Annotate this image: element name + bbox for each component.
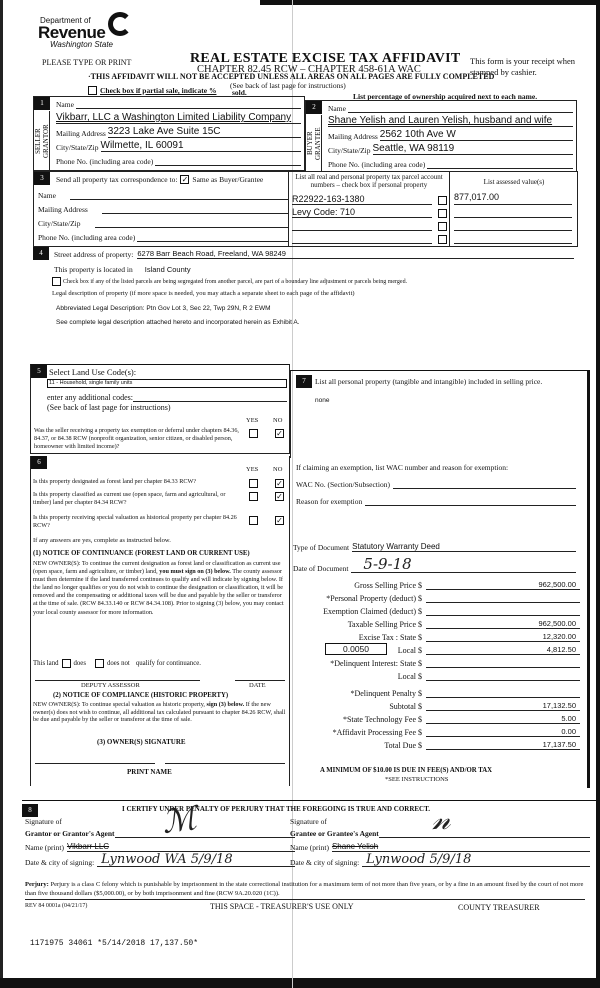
same-as-buyer-checkbox[interactable]: ✓ xyxy=(181,175,189,184)
corr-city-label: City/State/Zip xyxy=(38,219,81,228)
section-buyer xyxy=(305,100,577,172)
seller-mailing-field[interactable]: 3223 Lake Ave Suite 15C xyxy=(108,126,301,138)
yes-header: YES xyxy=(246,466,259,473)
scan-edge-bottom xyxy=(0,978,600,988)
exemption-label: If claiming an exemption, list WAC number and reason for exemption: xyxy=(296,463,509,472)
owner-signature-line-2[interactable] xyxy=(165,763,285,764)
assessed-value-1[interactable]: 877,017.00 xyxy=(454,192,572,205)
doc-date-label: Date of Document xyxy=(293,564,349,573)
list-percentage-note: List percentage of ownership acquired next to each name. xyxy=(353,92,538,101)
forest-land-question: Is this property designated as forest land per chapter 84.33 RCW? xyxy=(33,478,197,485)
does-not-label: does not xyxy=(106,660,130,667)
taxable-price-field[interactable]: 962,500.00 xyxy=(426,619,580,629)
delinquent-interest-state-label: *Delinquent Interest: State xyxy=(330,659,416,668)
grantor-sig-label1: Signature of xyxy=(25,817,62,826)
notice-compliance-title: (2) NOTICE OF COMPLIANCE (HISTORIC PROPERTY) xyxy=(53,692,229,699)
same-as-buyer-label: Same as Buyer/Grantee xyxy=(192,175,264,184)
minimum-due-note: A MINIMUM OF $10.00 IS DUE IN FEE(S) AND/OR TAX xyxy=(320,767,493,774)
partial-sale-row xyxy=(88,86,216,95)
section-number: 6 xyxy=(31,456,47,469)
section-number: 1 xyxy=(34,97,50,110)
section-number: 7 xyxy=(296,375,312,388)
personal-property-checkbox-4[interactable] xyxy=(438,235,447,244)
taxable-price-label: Taxable Selling Price xyxy=(347,620,416,629)
partial-sale-checkbox[interactable] xyxy=(88,86,97,95)
personal-property-value[interactable]: none xyxy=(315,397,330,404)
grantee-date-label: Date & city of signing: xyxy=(290,858,360,867)
grantor-signature-scribble-icon: ℳ xyxy=(159,798,199,842)
wac-label: WAC No. (Section/Subsection) xyxy=(296,480,390,489)
parcel-number-1[interactable]: R22922-163-1380 xyxy=(292,194,432,205)
section-forest-land xyxy=(30,456,290,786)
buyer-phone-label: Phone No. (including area code) xyxy=(328,160,426,169)
form-title: REAL ESTATE EXCISE TAX AFFIDAVIT xyxy=(190,51,461,66)
buyer-side-label: BUYER GRANTEE xyxy=(305,127,322,160)
buyer-name-field[interactable]: Shane Yelish and Lauren Yelish, husband and wife xyxy=(328,114,573,127)
exemption-deduct-label: Exemption Claimed (deduct) xyxy=(323,607,416,616)
personal-property-deduct-label: *Personal Property (deduct) xyxy=(326,594,416,603)
type-or-print: PLEASE TYPE OR PRINT xyxy=(42,58,132,67)
buyer-city-field[interactable]: Seattle, WA 98119 xyxy=(373,143,574,155)
date-label: DATE xyxy=(249,682,266,689)
perjury-notice: Perjury: Perjury is a class C felony which is punishable by imprisonment in the state correctional institution for a maximum term of not more than five years, or by a fine in an amount fixed by the court of not more than five thousand dollars ($5,000.00), or by both imprisonment and fine (RCW 9A.20.020 (1C)). xyxy=(25,880,585,900)
technology-fee-label: *State Technology Fee xyxy=(342,715,416,724)
segregated-checkbox[interactable] xyxy=(52,277,61,286)
grantee-signature-field[interactable] xyxy=(379,829,590,838)
forest-land-yes-checkbox[interactable] xyxy=(249,479,258,488)
delinquent-penalty-label: *Delinquent Penalty xyxy=(350,689,416,698)
excise-state-field[interactable]: 12,320.00 xyxy=(426,632,580,642)
grantor-sig-label2: Grantor or Grantor's Agent xyxy=(25,829,115,838)
doc-type-label: Type of Document xyxy=(293,543,350,552)
subtotal-label: Subtotal xyxy=(389,702,416,711)
exemption-yes-checkbox[interactable] xyxy=(249,429,258,438)
exemption-question: Was the seller receiving a property tax exemption or deferral under chapters 84.36, 84.37, or 84.38 RCW (nonprofit organization, senior citizen, or disabled person, homeowner with limited income)? xyxy=(34,427,239,450)
technology-fee-field[interactable]: 5.00 xyxy=(426,714,580,724)
reason-field[interactable] xyxy=(365,497,576,506)
gross-price-field[interactable]: 962,500.00 xyxy=(426,580,580,590)
buyer-phone-field[interactable] xyxy=(427,161,573,169)
total-due-label: Total Due xyxy=(384,741,416,750)
seller-phone-field[interactable] xyxy=(155,158,301,166)
land-use-label: Select Land Use Code(s): xyxy=(49,367,137,377)
qualify-label: qualify for continuance. xyxy=(135,660,201,667)
seller-phone-label: Phone No. (including area code) xyxy=(56,157,154,166)
seller-side-label: SELLER GRANTOR xyxy=(33,124,50,158)
section-number: 8 xyxy=(22,804,38,817)
print-name-label: PRINT NAME xyxy=(127,768,172,776)
processing-fee-label: *Affidavit Processing Fee xyxy=(332,728,416,737)
receipt-note: This form is your receipt when stamped by cashier. xyxy=(470,56,576,77)
total-due-field[interactable]: 17,137.50 xyxy=(426,740,580,750)
dor-logo-icon xyxy=(108,12,132,36)
grantee-sig-label1: Signature of xyxy=(290,817,327,826)
grantor-name-label: Name (print) xyxy=(25,843,64,852)
no-header: NO xyxy=(273,466,283,473)
assessor-date-line[interactable] xyxy=(235,680,285,681)
county-field[interactable]: Island County xyxy=(144,265,191,274)
notice-compliance-body: NEW OWNER(S): To continue special valuation as historic property, sign (3) below. If the new owner(s) does not wish to continue, all additional tax calculated pursuant to chapter 84.26 RCW, shall be due and payable by the seller or transferor at the time of sale. xyxy=(33,701,286,724)
section-number: 3 xyxy=(34,172,50,185)
personal-property-deduct-field[interactable] xyxy=(426,602,580,603)
section-tax-correspondence xyxy=(33,171,578,247)
current-use-no-checkbox[interactable]: ✓ xyxy=(276,492,283,501)
agency-name: Revenue xyxy=(38,23,106,42)
delinquent-interest-local-field[interactable] xyxy=(426,680,580,681)
buyer-name-label: Name xyxy=(328,104,346,113)
owner-signature-label: (3) OWNER(S) SIGNATURE xyxy=(97,738,186,746)
delinquent-interest-local-label: Local xyxy=(397,672,416,681)
street-address-label: Street address of property: xyxy=(54,250,134,259)
scan-edge-left xyxy=(0,0,3,988)
land-use-select[interactable]: 11 - Household, single family units xyxy=(47,379,287,388)
owner-signature-line-1[interactable] xyxy=(35,763,155,764)
section-number: 2 xyxy=(306,101,322,114)
seller-city-field[interactable]: Wilmette, IL 60091 xyxy=(101,140,302,152)
grantor-signature-field[interactable] xyxy=(115,829,295,838)
partial-sale-label: Check box if partial sale, indicate % xyxy=(100,86,217,95)
exemption-deduct-field[interactable] xyxy=(426,615,580,616)
personal-property-label: List all personal property (tangible and intangible) included in selling price. xyxy=(315,377,543,386)
exemption-no-checkbox[interactable]: ✓ xyxy=(276,429,283,438)
see-instructions-note: *SEE INSTRUCTIONS xyxy=(385,776,449,783)
if-yes-note: If any answers are yes, complete as instructed below. xyxy=(33,537,171,544)
corr-name-label: Name xyxy=(38,191,56,200)
section-land-use xyxy=(30,364,290,454)
current-use-yes-checkbox[interactable] xyxy=(249,492,258,501)
grantor-date-field[interactable]: Lynwood WA 5/9/18 xyxy=(97,853,295,867)
yes-header: YES xyxy=(246,417,259,424)
section-number: 5 xyxy=(31,365,47,378)
seller-name-field[interactable]: Vikbarr, LLC a Washington Limited Liability Company xyxy=(56,111,301,124)
corr-phone-label: Phone No. (including area code) xyxy=(38,233,136,242)
assessed-value-4[interactable] xyxy=(454,231,572,244)
street-address-field[interactable]: 6278 Barr Beach Road, Freeland, WA 98249 xyxy=(137,249,574,259)
segregated-label: Check box if any of the listed parcels are being segregated from another parcel, are part of a boundary line adjustment or parcels being merged. xyxy=(63,278,408,285)
assessed-header: List assessed value(s) xyxy=(483,178,545,186)
delinquent-penalty-field[interactable] xyxy=(426,697,580,698)
historic-no-checkbox[interactable]: ✓ xyxy=(276,516,283,525)
subtotal-field[interactable]: 17,132.50 xyxy=(426,701,580,711)
additional-codes-label: enter any additional codes: xyxy=(47,393,133,402)
personal-property-checkbox-2[interactable] xyxy=(438,209,447,218)
grantee-date-field[interactable]: Lynwood 5/9/18 xyxy=(362,853,590,867)
does-qualify-checkbox[interactable] xyxy=(62,659,71,668)
parcel-number-4[interactable] xyxy=(292,234,432,244)
certify-statement: I CERTIFY UNDER PENALTY OF PERJURY THAT THE FOREGOING IS TRUE AND CORRECT. xyxy=(122,805,431,813)
assessed-value-2[interactable] xyxy=(454,205,572,218)
county-treasurer-label: COUNTY TREASURER xyxy=(458,903,540,912)
wac-field[interactable] xyxy=(393,480,576,489)
seller-mailing-label: Mailing Address xyxy=(56,129,106,138)
section-seller xyxy=(33,96,305,171)
parcel-number-2[interactable]: Levy Code: 710 xyxy=(292,207,432,218)
assessed-value-3[interactable] xyxy=(454,218,572,231)
no-header: NO xyxy=(273,417,283,424)
form-id: REV 84 0001a (04/21/17) xyxy=(25,903,88,909)
reason-label: Reason for exemption xyxy=(296,497,363,506)
buyer-mailing-label: Mailing Address xyxy=(328,132,378,141)
see-back-note: (See back of last page for instructions) xyxy=(230,81,346,90)
notice-continuance-title: (1) NOTICE OF CONTINUANCE (FOREST LAND OR CURRENT USE) xyxy=(33,550,250,557)
delinquent-interest-state-field[interactable] xyxy=(426,667,580,668)
corr-phone-field[interactable] xyxy=(137,234,288,242)
forest-land-no-checkbox[interactable]: ✓ xyxy=(276,479,283,488)
personal-property-checkbox-1[interactable] xyxy=(438,196,447,205)
legal-description-line1[interactable]: Abbreviated Legal Description: Ptn Gov Lot 3, Sec 22, Twp 29N, R 2 EWM xyxy=(56,305,271,312)
excise-state-label: Excise Tax : State xyxy=(358,633,416,642)
land-use-see-back: (See back of last page for instructions) xyxy=(47,403,171,412)
parcel-header: List all real and personal property tax parcel account numbers – check box if personal property xyxy=(295,173,443,189)
this-land-label: This land xyxy=(33,660,59,667)
processing-fee-field[interactable]: 0.00 xyxy=(426,727,580,737)
deputy-assessor-line[interactable] xyxy=(35,680,200,681)
legal-description-line2[interactable]: See complete legal description attached hereto and incorporated herein as Exhibit A. xyxy=(56,319,300,326)
form-chapter: CHAPTER 82.45 RCW – CHAPTER 458-61A WAC xyxy=(197,64,421,75)
send-correspondence-label: Send all property tax correspondence to: xyxy=(56,175,178,184)
section-number: 4 xyxy=(33,247,49,260)
section-personal-property xyxy=(290,370,590,458)
grantee-name-field[interactable]: Shane Yelish xyxy=(332,842,590,852)
legal-description-label: Legal description of property (if more space is needed, you may attach a separate sheet to each page of the affidavit) xyxy=(52,290,355,297)
grantee-sig-label2: Grantee or Grantee's Agent xyxy=(290,829,379,838)
does-not-qualify-checkbox[interactable] xyxy=(95,659,104,668)
historic-yes-checkbox[interactable] xyxy=(249,516,258,525)
agency-state: Washington State xyxy=(50,40,114,49)
sold-label: sold. xyxy=(232,88,247,97)
corr-city-field[interactable] xyxy=(95,220,289,228)
grantor-name-field[interactable]: Vikbarr LLC xyxy=(67,842,295,852)
excise-local-label: Local xyxy=(397,646,416,655)
personal-property-checkbox-3[interactable] xyxy=(438,222,447,231)
receipt-stamp: 1171975 34061 *5/14/2018 17,137.50* xyxy=(30,939,199,948)
additional-codes-field[interactable] xyxy=(133,394,287,402)
grantee-signature-scribble-icon: 𝓃 xyxy=(432,802,451,837)
parcel-number-3[interactable] xyxy=(292,221,432,231)
completion-warning: ·THIS AFFIDAVIT WILL NOT BE ACCEPTED UNLESS ALL AREAS ON ALL PAGES ARE FULLY COMPLETED xyxy=(88,72,495,81)
agency-line1: Department of xyxy=(40,16,91,25)
buyer-mailing-field[interactable]: 2562 10th Ave W xyxy=(380,129,573,141)
grantee-name-label: Name (print) xyxy=(290,843,329,852)
corr-mailing-field[interactable] xyxy=(102,206,288,214)
current-use-question: Is this property classified as current use (open space, farm and agricultural, or timber) land per chapter 84.34 RCW? xyxy=(33,491,226,506)
treasurer-use-label: THIS SPACE - TREASURER'S USE ONLY xyxy=(210,902,354,911)
deputy-assessor-label: DEPUTY ASSESSOR xyxy=(81,682,140,689)
gross-price-label: Gross Selling Price xyxy=(354,581,416,590)
scan-edge-top xyxy=(260,0,600,5)
seller-city-label: City/State/Zip xyxy=(56,143,99,152)
section-signatures xyxy=(22,800,597,878)
seller-name-label: Name xyxy=(56,100,74,109)
does-label: does xyxy=(73,660,86,667)
notice-continuance-body: NEW OWNER(S): To continue the current designation as forest land or classification as current use (open space, farm and agriculture, or timber) land, you must sign on (3) below. The county assessor must then determine if the land transferred continues to qualify and will indicate by signing below. If the land no longer qualifies or you do not wish to continue the designation or classification, it will be removed and the compensating or additional taxes will be due and payable by the seller or transferor at the time of sale. (RCW 84.33.140 or RCW 84.34.108). Prior to signing (3) below, you may contact your local county assessor for more information. xyxy=(33,560,284,616)
corr-name-field[interactable] xyxy=(70,192,288,200)
local-rate-field[interactable]: 0.0050 xyxy=(325,643,387,655)
historic-question: Is this property receiving special valuation as historical property per chapter 84.26 RCW? xyxy=(33,514,237,529)
located-in-label: This property is located in xyxy=(54,265,133,274)
corr-mailing-label: Mailing Address xyxy=(38,205,88,214)
doc-type-field[interactable]: Statutory Warranty Deed xyxy=(352,542,576,552)
doc-date-field[interactable]: 5-9-18 xyxy=(351,557,576,573)
buyer-city-label: City/State/Zip xyxy=(328,146,371,155)
grantor-date-label: Date & city of signing: xyxy=(25,858,95,867)
excise-local-field[interactable]: 4,812.50 xyxy=(426,645,580,655)
